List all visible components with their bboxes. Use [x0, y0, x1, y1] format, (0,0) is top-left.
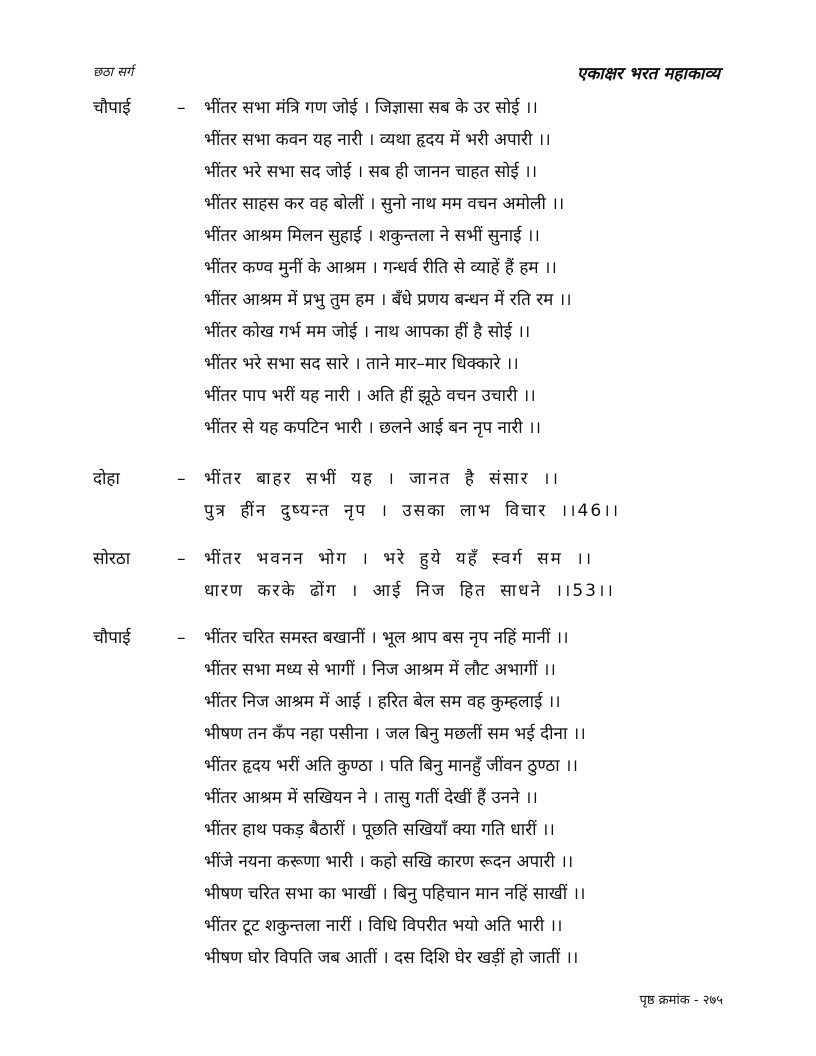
- verse-line: धारण करके ढोंग । आई निज हित साधने ।।53।।: [204, 581, 615, 601]
- verse-line: भींतर आश्रम में सखियन ने । तासु गतीं देखीं हैं उनने ।।: [204, 788, 538, 808]
- verse-line: भींतर से यह कपटिन भारी । छलने आई बन नृप नारी ।।: [204, 418, 542, 438]
- verse-line: भींतर चरित समस्त बखानीं । भूल श्राप बस नृप नहिं मानीं ।।: [204, 628, 569, 648]
- section-chaupai-1: [93, 92, 725, 444]
- verse-line: भींतर भवनन भोग । भरे हुये यहँ स्वर्ग सम ।।: [204, 549, 594, 569]
- section-doha: [93, 463, 725, 527]
- verse-line: भींतर पाप भरीं यह नारी । अति हीं झूठे वचन उचारी ।।: [204, 386, 536, 406]
- section-label: चौपाई: [93, 98, 131, 118]
- section-dash: –: [177, 628, 186, 648]
- section-label: दोहा: [93, 469, 120, 489]
- verse-line: भींतर साहस कर वह बोलीं । सुनो नाथ मम वचन अमोली ।।: [204, 194, 565, 214]
- section-dash: –: [177, 469, 186, 489]
- section-dash: –: [177, 549, 186, 569]
- verse-line: भींतर बाहर सभीं यह । जानत है संसार ।।: [204, 469, 560, 489]
- verse-line: भींजे नयना करूणा भारी । कहो सखि कारण रूदन अपारी ।।: [204, 852, 574, 872]
- verse-line: पुत्र हींन दुष्यन्त नृप । उसका लाभ विचार ।।46।।: [204, 501, 621, 521]
- verse-line: भींतर निज आश्रम में आई । हरित बेल सम वह कुम्हलाई ।।: [204, 692, 561, 712]
- chapter-title: छठा सर्ग: [93, 65, 134, 80]
- verse-line: भींतर भरे सभा सद जोई । सब ही जानन चाहत सोई ।।: [204, 162, 538, 182]
- verse-line: भींतर आश्रम में प्रभु तुम हम । बँधे प्रणय बन्धन में रति रम ।।: [204, 290, 572, 310]
- verse-line: भींतर हाथ पकड़ बैठारीं । पूछति सखियाँ क्या गति धारीं ।।: [204, 820, 555, 840]
- verse-line: भींतर सभा मध्य से भागीं । निज आश्रम में लौट अभागीं ।।: [204, 660, 556, 680]
- page-number: पृष्ठ क्रमांक - २७५: [639, 993, 723, 1008]
- book-title: एकाक्षर भरत महाकाव्य: [576, 64, 720, 84]
- verse-line: भींतर आश्रम मिलन सुहाई । शकुन्तला ने सभीं सुनाई ।।: [204, 226, 540, 246]
- verse-line: भींतर कोख गर्भ मम जोई । नाथ आपका हीं है सोई ।।: [204, 322, 531, 342]
- section-label: सोरठा: [93, 549, 131, 569]
- verse-line: भींतर कण्व मुनीं के आश्रम । गन्धर्व रीति से व्याहें हैं हम ।।: [204, 258, 557, 278]
- verse-line: भींतर हृदय भरीं अति कुण्ठा । पति बिनु मानहुँ जींवन ठुण्ठा ।।: [204, 756, 578, 776]
- section-soratha: [93, 543, 725, 607]
- section-dash: –: [177, 98, 186, 118]
- section-label: चौपाई: [93, 628, 131, 648]
- verse-line: भीषण चरित सभा का भाखीं । बिनु पहिचान मान नहिं साखीं ।।: [204, 884, 586, 904]
- verse-line: भींतर भरे सभा सद सारे । ताने मार–मार धिक्कारे ।।: [204, 354, 519, 374]
- verse-line: भींतर टूट शकुन्तला नारीं । विधि विपरीत भयो अति भारी ।।: [204, 916, 563, 936]
- section-chaupai-2: [93, 622, 725, 974]
- verse-line: भींतर सभा कवन यह नारी । व्यथा हृदय में भरी अपारी ।।: [204, 130, 551, 150]
- verse-line: भींतर सभा मंत्रि गण जोई । जिज्ञासा सब के उर सोई ।।: [204, 98, 538, 118]
- verse-line: भीषण तन कँप नहा पसीना । जल बिनु मछलीं सम भई दीना ।।: [204, 724, 586, 744]
- verse-line: भीषण घोर विपति जब आतीं । दस दिशि घेर खड़ीं हो जातीं ।।: [204, 948, 579, 968]
